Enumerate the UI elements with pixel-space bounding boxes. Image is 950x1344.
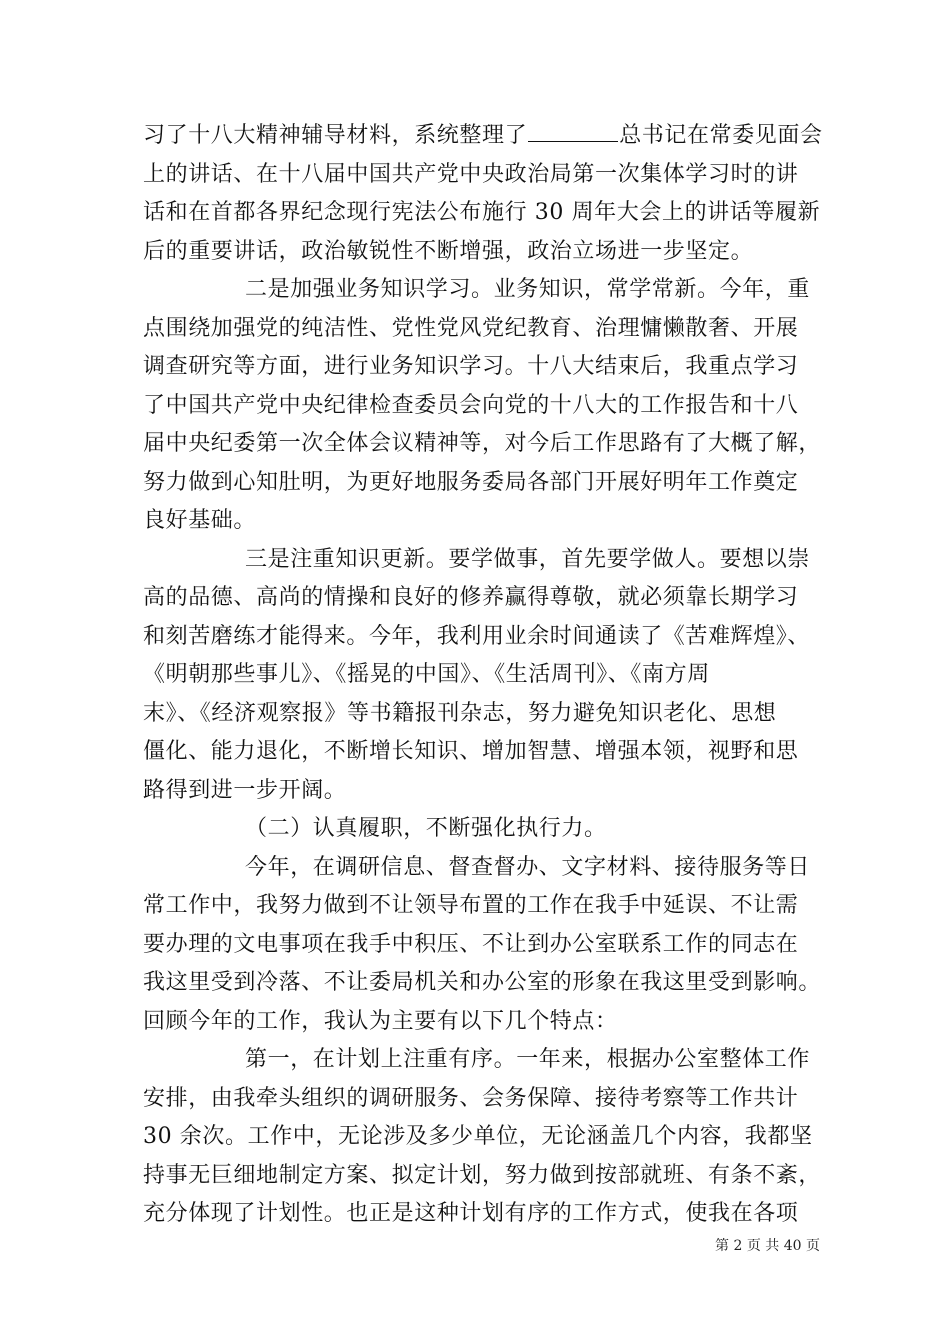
text-line: 高的品德、高尚的情操和良好的修养赢得尊敬，就必须靠长期学习	[143, 585, 799, 610]
paragraph-start-line: 今年，在调研信息、督查督办、文字材料、接待服务等日	[245, 854, 811, 880]
text-line	[143, 118, 823, 154]
text-line: 点围绕加强党的纯洁性、党性党风党纪教育、治理慵懒散奢、开展	[143, 315, 799, 341]
text-line: 常工作中，我努力做到不让领导布置的工作在我手中延误、不让需	[143, 893, 799, 918]
text-line: 话和在首都各界纪念现行宪法公布施行 30 周年大会上的讲话等履新	[143, 200, 821, 225]
text-line: 持事无巨细地制定方案、拟定计划，努力做到按部就班、有条不紊，	[143, 1162, 822, 1188]
paragraph-start-line: 二是加强业务知识学习。业务知识，常学常新。今年，重	[245, 277, 811, 302]
text-line: 调查研究等方面，进行业务知识学习。十八大结束后，我重点学习	[143, 354, 799, 379]
text-line: 良好基础。	[143, 508, 257, 533]
text-segment: 总书记在常委见面会	[619, 123, 823, 148]
text-line: 充分体现了计划性。也正是这种计划有序的工作方式，使我在各项	[143, 1201, 799, 1226]
text-line: 末》、《经济观察报》等书籍报刊杂志，努力避免知识老化、思想	[143, 700, 777, 726]
page-number: 第 2 页 共 40 页	[715, 1238, 820, 1254]
text-segment: 习了十八大精神辅导材料，系统整理了	[143, 123, 528, 148]
text-line: 30 余次。工作中，无论涉及多少单位，无论涵盖几个内容，我都坚	[143, 1124, 813, 1149]
text-line: 僵化、能力退化，不断增长知识、增加智慧、增强本领，视野和思	[143, 739, 799, 764]
paragraph-start-line: 三是注重知识更新。要学做事，首先要学做人。要想以崇	[245, 546, 811, 572]
text-line: 届中央纪委第一次全体会议精神等，对今后工作思路有了大概了解，	[143, 431, 822, 456]
text-line: 路得到进一步开阔。	[143, 777, 347, 803]
text-line: 要办理的文电事项在我手中积压、不让到办公室联系工作的同志在	[143, 931, 799, 957]
text-line: 和刻苦磨练才能得来。今年，我利用业余时间通读了《苦难辉煌》、	[143, 623, 811, 649]
text-line: 《明朝那些事儿》、《摇晃的中国》、《生活周刊》、《南方周	[143, 662, 710, 687]
text-line: 后的重要讲话，政治敏锐性不断增强，政治立场进一步坚定。	[143, 238, 754, 264]
text-line: 我这里受到冷落、不让委局机关和办公室的形象在我这里受到影响。	[143, 970, 822, 995]
section-heading: （二）认真履职，不断强化执行力。	[245, 816, 607, 841]
text-line: 回顾今年的工作，我认为主要有以下几个特点：	[143, 1008, 618, 1034]
text-line: 努力做到心知肚明，为更好地服务委局各部门开展好明年工作奠定	[143, 469, 799, 495]
paragraph-start-line: 第一，在计划上注重有序。一年来，根据办公室整体工作	[245, 1047, 811, 1072]
text-line: 了中国共产党中央纪律检查委员会向党的十八大的工作报告和十八	[143, 392, 799, 418]
text-line: 上的讲话、在十八届中国共产党中央政治局第一次集体学习时的讲	[143, 161, 799, 187]
text-line: 安排，由我牵头组织的调研服务、会务保障、接待考察等工作共计	[143, 1085, 799, 1111]
blank-underline	[528, 123, 618, 142]
